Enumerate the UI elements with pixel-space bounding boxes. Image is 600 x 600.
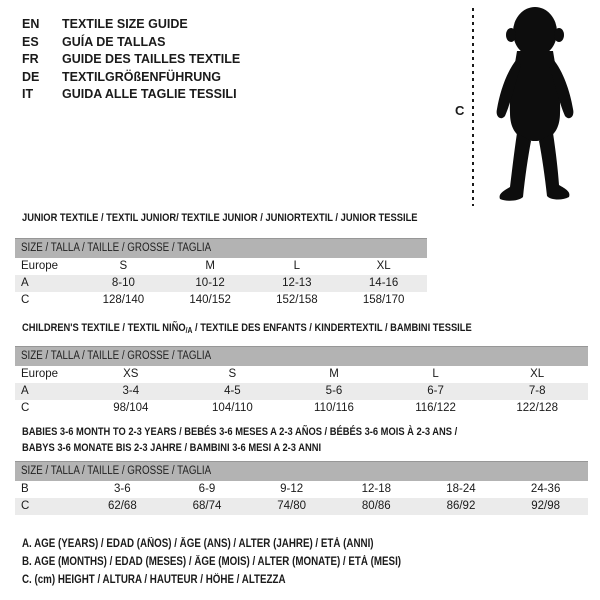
age-cell: 12-18 [361,483,391,495]
lang-row-en [22,16,240,34]
size-band-label: SIZE / TALLA / TAILLE / GRÖSSE / TAGLIA [21,350,212,363]
size-cell: S [228,368,237,380]
lang-row-it [22,86,240,104]
age-cell: 10-12 [167,275,254,292]
babies-section-title [22,424,534,456]
lang-row-de [22,69,240,87]
babies-title-line1: BABIES 3-6 MONTH TO 2-3 YEARS / BEBÉS 3-6 MESES A 2-3 AÑOS / BÉBÉS 3-6 MOIS À 2-3 ANS / [22,426,458,438]
table-row [15,292,427,309]
size-cell: XL [376,260,391,272]
size-cell: M [205,260,215,272]
height-cell: 122/128 [516,402,558,414]
age-cell: 6-9 [198,483,216,495]
babies-title-line2: BABYS 3-6 MONATE BIS 2-3 JAHRE / BAMBINI 3-6 MESI A 2-3 ANNI [22,442,322,454]
size-cell: XS [123,368,139,380]
table-row [15,481,588,498]
age-cell: 3-6 [114,483,131,495]
table-row [15,498,588,515]
height-cell: 152/158 [276,294,318,306]
height-cell: 80/86 [334,498,419,515]
lang-label: GUIDE DES TAILLES TEXTILE [62,52,241,66]
lang-label: TEXTILE SIZE GUIDE [62,17,188,31]
row-label: C [21,294,30,306]
age-cell: 3-4 [80,383,182,400]
table-row [15,383,588,400]
age-cell: 14-16 [340,275,427,292]
age-cell: 5-6 [283,383,385,400]
row-label: C [21,402,30,414]
size-cell: M [329,368,339,380]
height-cell: 98/104 [113,402,149,414]
row-label: Europe [21,260,59,272]
table-row [15,400,588,417]
junior-size-table [15,238,427,309]
size-band-label: SIZE / TALLA / TAILLE / GRÖSSE / TAGLIA [21,465,212,478]
height-cell: 158/170 [362,294,405,306]
baby-silhouette-icon [483,5,587,205]
junior-section-title [22,212,487,224]
row-label: A [15,383,80,400]
height-dashed-line [472,8,474,206]
size-cell: L [432,368,439,380]
height-cell: 74/80 [249,498,334,515]
size-band-row [15,239,427,258]
size-cell: XL [530,368,545,380]
children-title-text: CHILDREN'S TEXTILE / TEXTIL $NIÑO_{/A}$ / TEXTILE DES ENFANTS / KINDERTEXTIL / BAMBINI TESSILE [22,322,472,335]
size-band-row [15,347,588,366]
height-cell: 62/68 [80,498,165,515]
lang-label: GUÍA DE TALLAS [62,34,166,49]
table-row [15,275,427,292]
age-cell: 8-10 [80,275,167,292]
babies-size-table [15,461,588,515]
table-row [15,258,427,275]
height-cell: 128/140 [102,294,145,306]
age-cell: 7-8 [486,383,588,400]
legend-line-c: C. (cm) HEIGHT / ALTURA / HAUTEUR / HÖHE / ALTEZZA [22,573,286,586]
lang-label: TEXTILGRÖßENFÜHRUNG [62,69,222,84]
height-cell: 86/92 [419,498,504,515]
table-row [15,366,588,383]
size-cell: L [293,260,301,272]
lang-code: ES [22,34,39,49]
height-marker-label: C [455,103,465,118]
age-cell: 9-12 [280,483,304,495]
row-label: Europe [21,368,59,380]
children-size-table [15,346,588,417]
size-band-row [15,462,588,481]
age-cell: 6-7 [385,383,487,400]
height-cell: 104/110 [212,402,253,414]
height-cell: 140/152 [189,294,231,306]
row-label: B [21,483,29,495]
lang-row-es [22,34,240,52]
height-cell: 110/116 [314,402,354,414]
legend-line-a: A. AGE (YEARS) / EDAD (AÑOS) / ÂGE (ANS) / ALTER (JAHRE) / ETÀ (ANNI) [22,538,374,550]
age-cell: 18-24 [446,483,476,495]
children-section-title [22,322,551,335]
lang-label: GUIDA ALLE TAGLIE TESSILI [62,87,237,101]
legend [22,536,468,589]
age-cell: 24-36 [530,483,561,495]
lang-code: IT [22,87,34,101]
age-cell: 12-13 [254,275,341,292]
lang-row-fr [22,51,240,69]
lang-code: EN [22,17,40,31]
language-list [22,16,240,104]
height-cell: 116/122 [415,402,456,414]
lang-code: DE [22,69,40,84]
size-cell: S [119,260,128,272]
size-band-label: SIZE / TALLA / TAILLE / GRÖSSE / TAGLIA [21,242,212,255]
legend-line-b: B. AGE (MONTHS) / EDAD (MESES) / ÂGE (MOIS) / ALTER (MONATE) / ETÀ (MESI) [22,555,402,568]
lang-code: FR [22,52,39,66]
junior-title-text: JUNIOR TEXTILE / TEXTIL JUNIOR/ TEXTILE JUNIOR / JUNIORTEXTIL / JUNIOR TESSILE [22,212,418,224]
row-label: C [15,498,80,515]
height-cell: 68/74 [165,498,250,515]
age-cell: 4-5 [182,383,284,400]
height-cell: 92/98 [503,498,588,515]
row-label: A [15,275,80,292]
